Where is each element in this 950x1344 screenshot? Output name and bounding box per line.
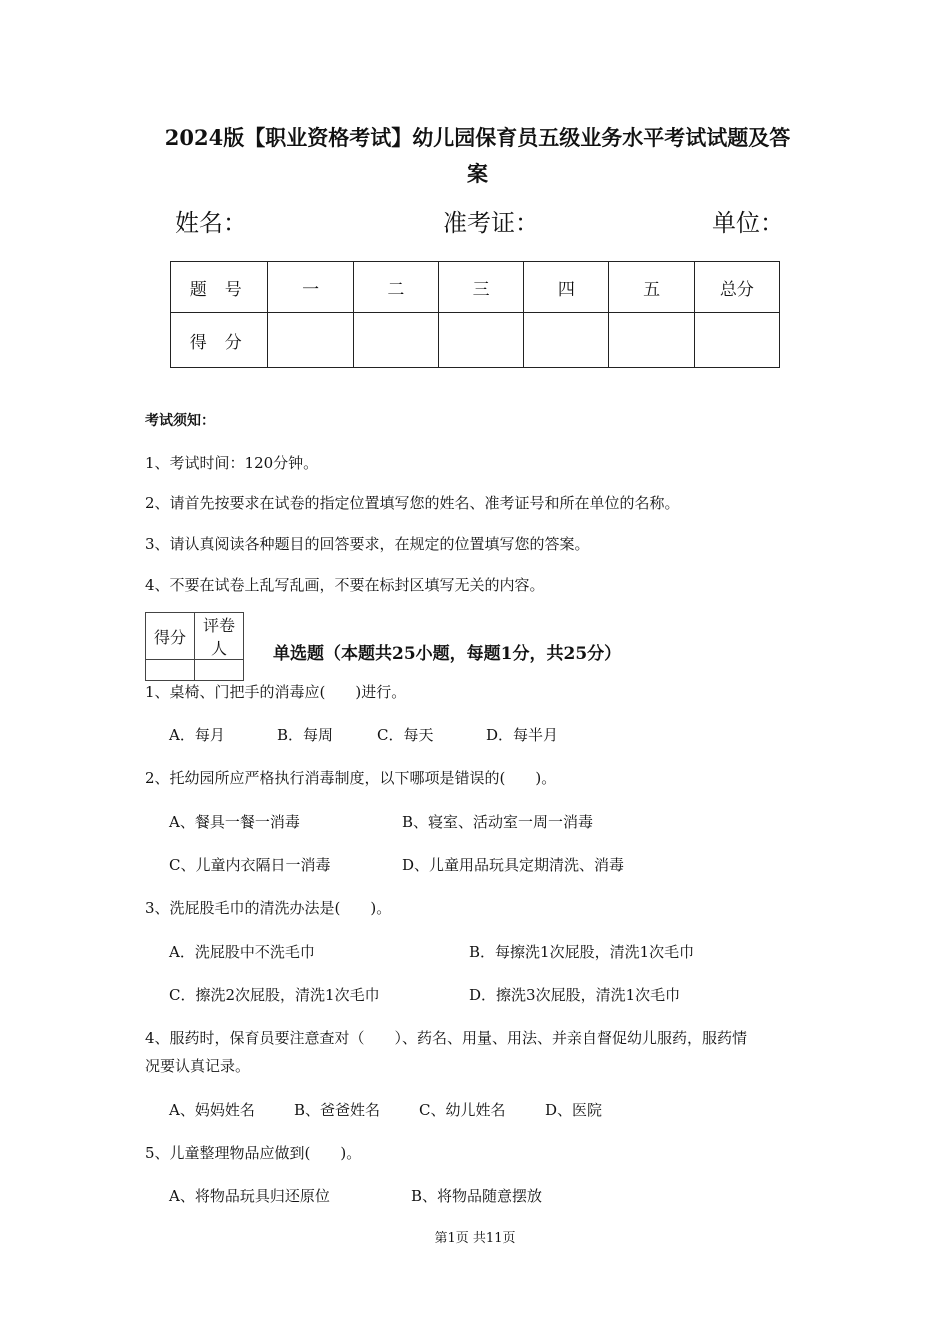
question-number-header: 题号: [171, 262, 268, 313]
column-total: 总分: [694, 262, 779, 313]
grader-reviewer-cell[interactable]: [195, 660, 244, 681]
notice-item-1: 1、考试时间：120分钟。: [145, 454, 319, 472]
question-5-option-a: A、将物品玩具归还原位: [169, 1187, 330, 1205]
question-5-stem: 5、儿童整理物品应做到( )。: [145, 1144, 362, 1162]
question-1-option-d: D．每半月: [486, 726, 559, 744]
column-3: 三: [438, 262, 523, 313]
score-header: 得分: [171, 313, 268, 368]
score-cell-4[interactable]: [524, 313, 609, 368]
notice-item-4: 4、不要在试卷上乱写乱画，不要在标封区填写无关的内容。: [145, 576, 545, 594]
question-5-option-b: B、将物品随意摆放: [411, 1187, 543, 1205]
notice-item-3: 3、请认真阅读各种题目的回答要求，在规定的位置填写您的答案。: [145, 535, 590, 553]
column-4: 四: [524, 262, 609, 313]
question-4-option-c: C、幼儿姓名: [419, 1101, 506, 1119]
grader-score-cell[interactable]: [146, 660, 195, 681]
grader-reviewer-label: 评卷人: [195, 613, 244, 660]
notice-heading: 考试须知：: [145, 413, 215, 429]
question-2-option-d: D、儿童用品玩具定期清洗、消毒: [402, 856, 625, 874]
column-1: 一: [268, 262, 353, 313]
question-3-option-c: C．擦洗2次屁股，清洗1次毛巾: [169, 986, 380, 1004]
question-1-option-b: B．每周: [277, 726, 334, 744]
question-2-stem: 2、托幼园所应严格执行消毒制度，以下哪项是错误的( )。: [145, 769, 557, 787]
candidate-info-row: [175, 203, 785, 239]
title-line-2: 案: [467, 161, 488, 186]
question-2-option-c: C、儿童内衣隔日一消毒: [169, 856, 331, 874]
score-table-header-row: [171, 262, 780, 313]
question-2-option-b: B、寝室、活动室一周一消毒: [402, 813, 594, 831]
question-2-option-a: A、餐具一餐一消毒: [169, 813, 300, 831]
score-table-score-row: [171, 313, 780, 368]
question-4-stem-line-2: 况要认真记录。: [145, 1057, 251, 1075]
question-4-stem-line-1: 4、服药时，保育员要注意查对（ ）、药名、用量、用法、并亲自督促幼儿服药，服药情: [145, 1029, 748, 1047]
grader-box: [145, 612, 244, 681]
exam-id-label: 准考证：: [443, 209, 539, 237]
document-title: [145, 120, 810, 192]
section-heading: 单选题（本题共25小题，每题1分，共25分）: [273, 644, 622, 664]
question-1-option-a: A．每月: [169, 726, 225, 744]
score-cell-2[interactable]: [353, 313, 438, 368]
score-cell-3[interactable]: [438, 313, 523, 368]
unit-label: 单位：: [712, 209, 784, 237]
question-1-option-c: C．每天: [377, 726, 434, 744]
grader-score-label: 得分: [146, 613, 195, 660]
question-4-option-b: B、爸爸姓名: [294, 1101, 381, 1119]
question-3-option-d: D．擦洗3次屁股，清洗1次毛巾: [469, 986, 681, 1004]
question-1-stem: 1、桌椅、门把手的消毒应( )进行。: [145, 683, 407, 701]
name-label: 姓名：: [175, 209, 247, 237]
question-4-option-d: D、医院: [545, 1101, 603, 1119]
question-3-option-a: A．洗屁股中不洗毛巾: [169, 943, 315, 961]
question-3-option-b: B．每擦洗1次屁股，清洗1次毛巾: [469, 943, 695, 961]
score-table: [170, 261, 780, 368]
score-cell-5[interactable]: [609, 313, 694, 368]
column-2: 二: [353, 262, 438, 313]
score-cell-total[interactable]: [694, 313, 779, 368]
question-4-option-a: A、妈妈姓名: [169, 1101, 255, 1119]
notice-item-2: 2、请首先按要求在试卷的指定位置填写您的姓名、准考证号和所在单位的名称。: [145, 494, 680, 512]
title-line-1: 2024版【职业资格考试】幼儿园保育员五级业务水平考试试题及答: [164, 125, 791, 150]
score-cell-1[interactable]: [268, 313, 353, 368]
page-footer: 第1页 共11页: [434, 1231, 516, 1246]
column-5: 五: [609, 262, 694, 313]
question-3-stem: 3、洗屁股毛巾的清洗办法是( )。: [145, 899, 392, 917]
